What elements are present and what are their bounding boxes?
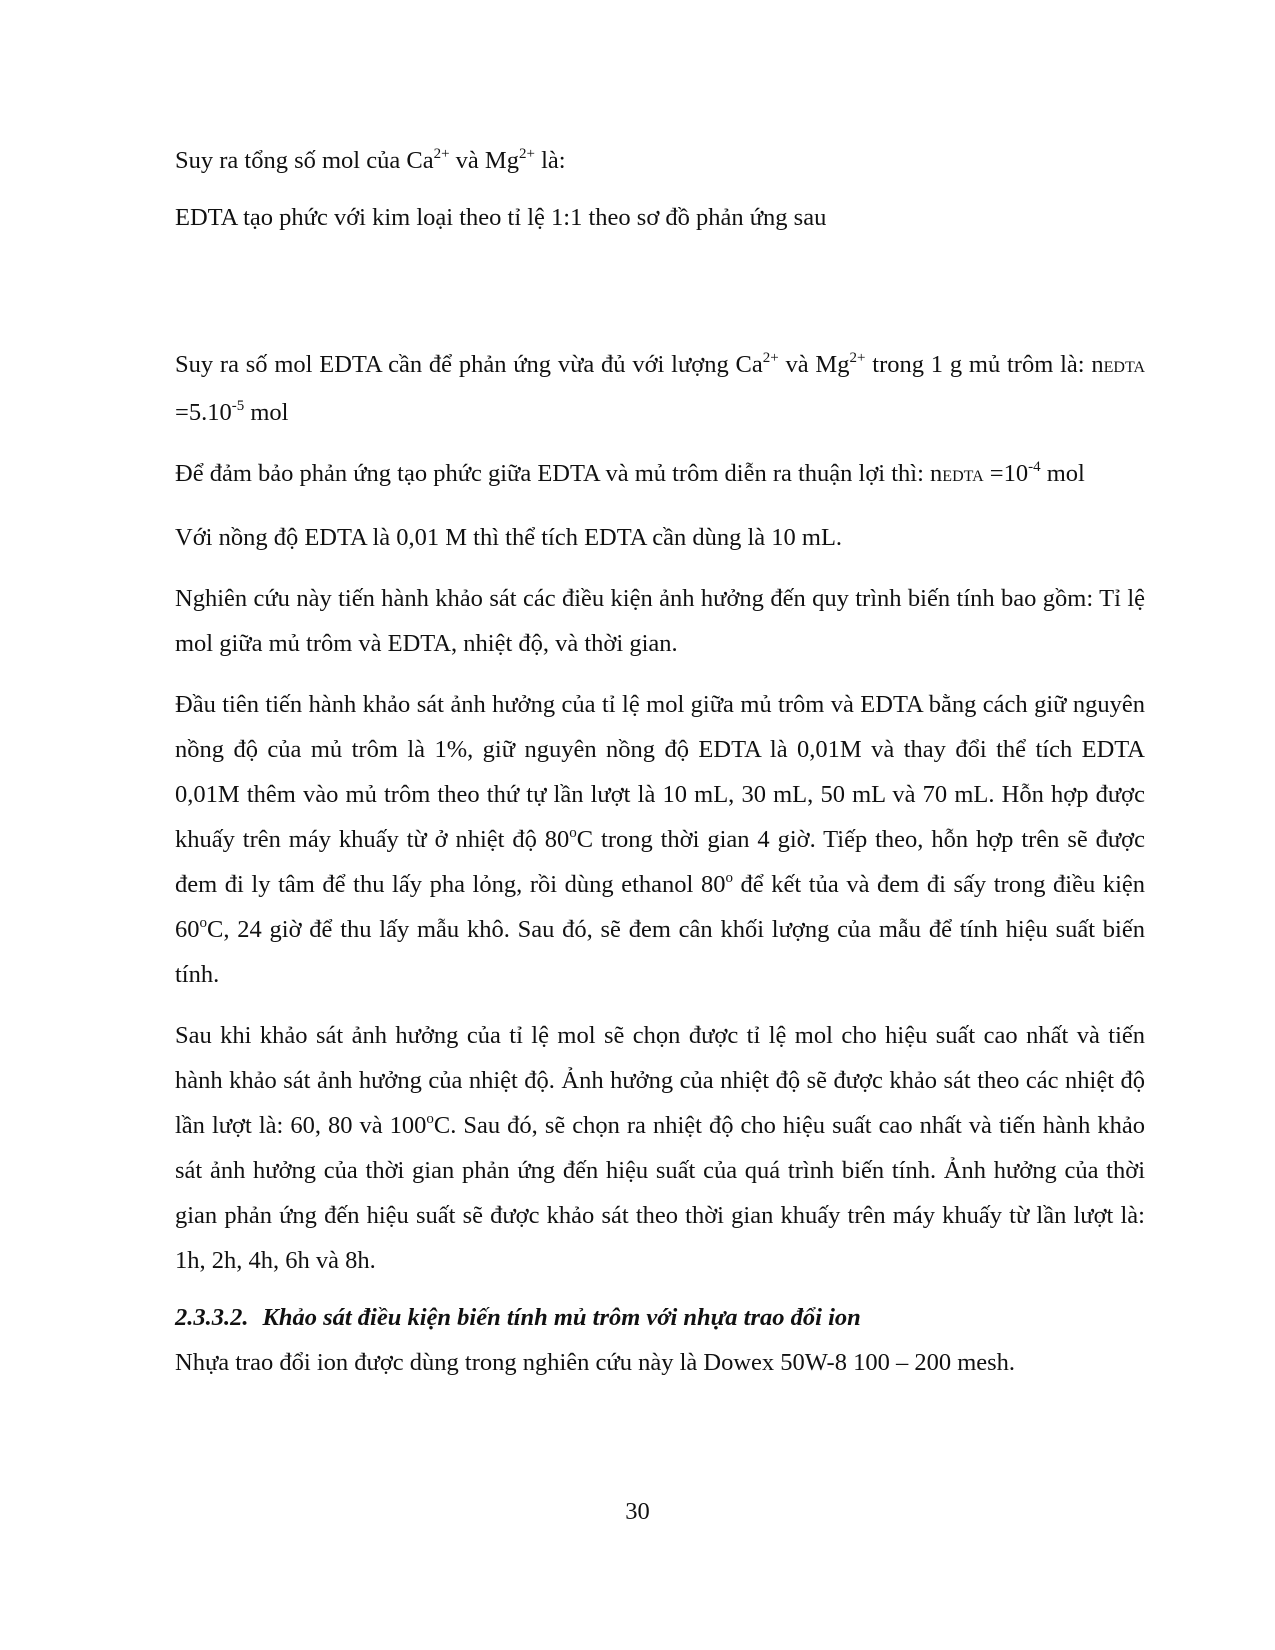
section-heading (175, 1295, 1145, 1340)
text: C trong thời gian 4 giờ. Tiếp theo, hỗn hợp trên sẽ được đem đi ly tâm để thu lấy pha lỏng, rồi dùng ethanol 80 (175, 826, 1145, 898)
superscript: -5 (231, 398, 245, 414)
superscript: o (569, 825, 577, 841)
text: Suy ra tổng số mol của Ca (175, 147, 434, 174)
superscript: o (426, 1111, 434, 1127)
text: C, 24 giờ để thu lấy mẫu khô. Sau đó, sẽ đem cân khối lượng của mẫu để tính hiệu suất biến tính. (175, 916, 1145, 988)
superscript: -4 (1028, 459, 1041, 475)
paragraph-study-conditions: Nghiên cứu này tiến hành khảo sát các điều kiện ảnh hưởng đến quy trình biến tính bao gồm: Tỉ lệ mol giữa mủ trôm và EDTA, nhiệt độ, và thời gian. (175, 585, 1145, 657)
page-number: 30 (625, 1498, 650, 1525)
text: =10 (983, 460, 1029, 487)
text: mol (1040, 460, 1085, 487)
text: và Mg (778, 351, 850, 378)
paragraph-resin: Nhựa trao đổi ion được dùng trong nghiên cứu này là Dowex 50W-8 100 – 200 mesh. (175, 1349, 1016, 1376)
paragraph-volume: Với nồng độ EDTA là 0,01 M thì thể tích EDTA cần dùng là 10 mL. (175, 524, 843, 551)
text: mol (244, 399, 289, 426)
paragraph-temperature-time-survey (175, 1013, 1145, 1283)
paragraph-mol-ratio-survey (175, 682, 1145, 997)
paragraph-total-mol (175, 138, 1145, 183)
text: và Mg (449, 147, 519, 174)
text: Suy ra số mol EDTA cần để phản ứng vừa đủ với lượng Ca (175, 351, 763, 378)
section-title: Khảo sát điều kiện biến tính mủ trôm với nhựa trao đổi ion (262, 1304, 861, 1331)
paragraph-edta-complex: EDTA tạo phức với kim loại theo tỉ lệ 1:1 theo sơ đồ phản ứng sau (175, 204, 827, 231)
superscript: 2+ (762, 350, 779, 366)
text: Để đảm bảo phản ứng tạo phức giữa EDTA và mủ trôm diễn ra thuận lợi thì: n (175, 460, 943, 487)
text: để kết tủa và đem đi sấy trong điều kiện 60 (175, 871, 1146, 943)
subscript: EDTA (1103, 359, 1145, 376)
text: trong 1 g mủ trôm là: n (865, 351, 1104, 378)
text: =5.10 (175, 399, 232, 426)
text: C. Sau đó, sẽ chọn ra nhiệt độ cho hiệu suất cao nhất và tiến hành khảo sát ảnh hưởng của thời gian phản ứng đến hiệu suất của quá trình biến tính. Ảnh hưởng của thời gian phản ứng đến hiệu suất sẽ được khảo sát theo thời gian khuấy trên máy khuấy từ lần lượt là: 1h, 2h, 4h, 6h và 8h. (175, 1112, 1145, 1274)
paragraph-edta-mol (175, 342, 1145, 435)
text: Sau khi khảo sát ảnh hưởng của tỉ lệ mol sẽ chọn được tỉ lệ mol cho hiệu suất cao nhất và tiến hành khảo sát ảnh hưởng của nhiệt độ. Ảnh hưởng của nhiệt độ sẽ được khảo sát theo các nhiệt độ lần lượt là: 60, 80 và 100 (175, 1022, 1145, 1139)
text: Đầu tiên tiến hành khảo sát ảnh hưởng của tỉ lệ mol giữa mủ trôm và EDTA bằng cách giữ nguyên nồng độ của mủ trôm là 1%, giữ nguyên nồng độ EDTA là 0,01M và thay đổi thể tích EDTA 0,01M thêm vào mủ trôm theo thứ tự lần lượt là 10 mL, 30 mL, 50 mL và 70 mL. Hỗn hợp được khuấy trên máy khuấy từ ở nhiệt độ 80 (175, 691, 1145, 853)
text: là: (534, 147, 566, 174)
superscript: 2+ (518, 146, 535, 162)
document-body (175, 138, 1145, 1385)
superscript: o (199, 915, 207, 931)
superscript: 2+ (849, 350, 866, 366)
paragraph-favorable-reaction (175, 451, 1145, 499)
section-number: 2.3.3.2. (175, 1304, 249, 1331)
superscript: 2+ (433, 146, 450, 162)
superscript: o (725, 870, 733, 886)
subscript: EDTA (942, 468, 984, 485)
